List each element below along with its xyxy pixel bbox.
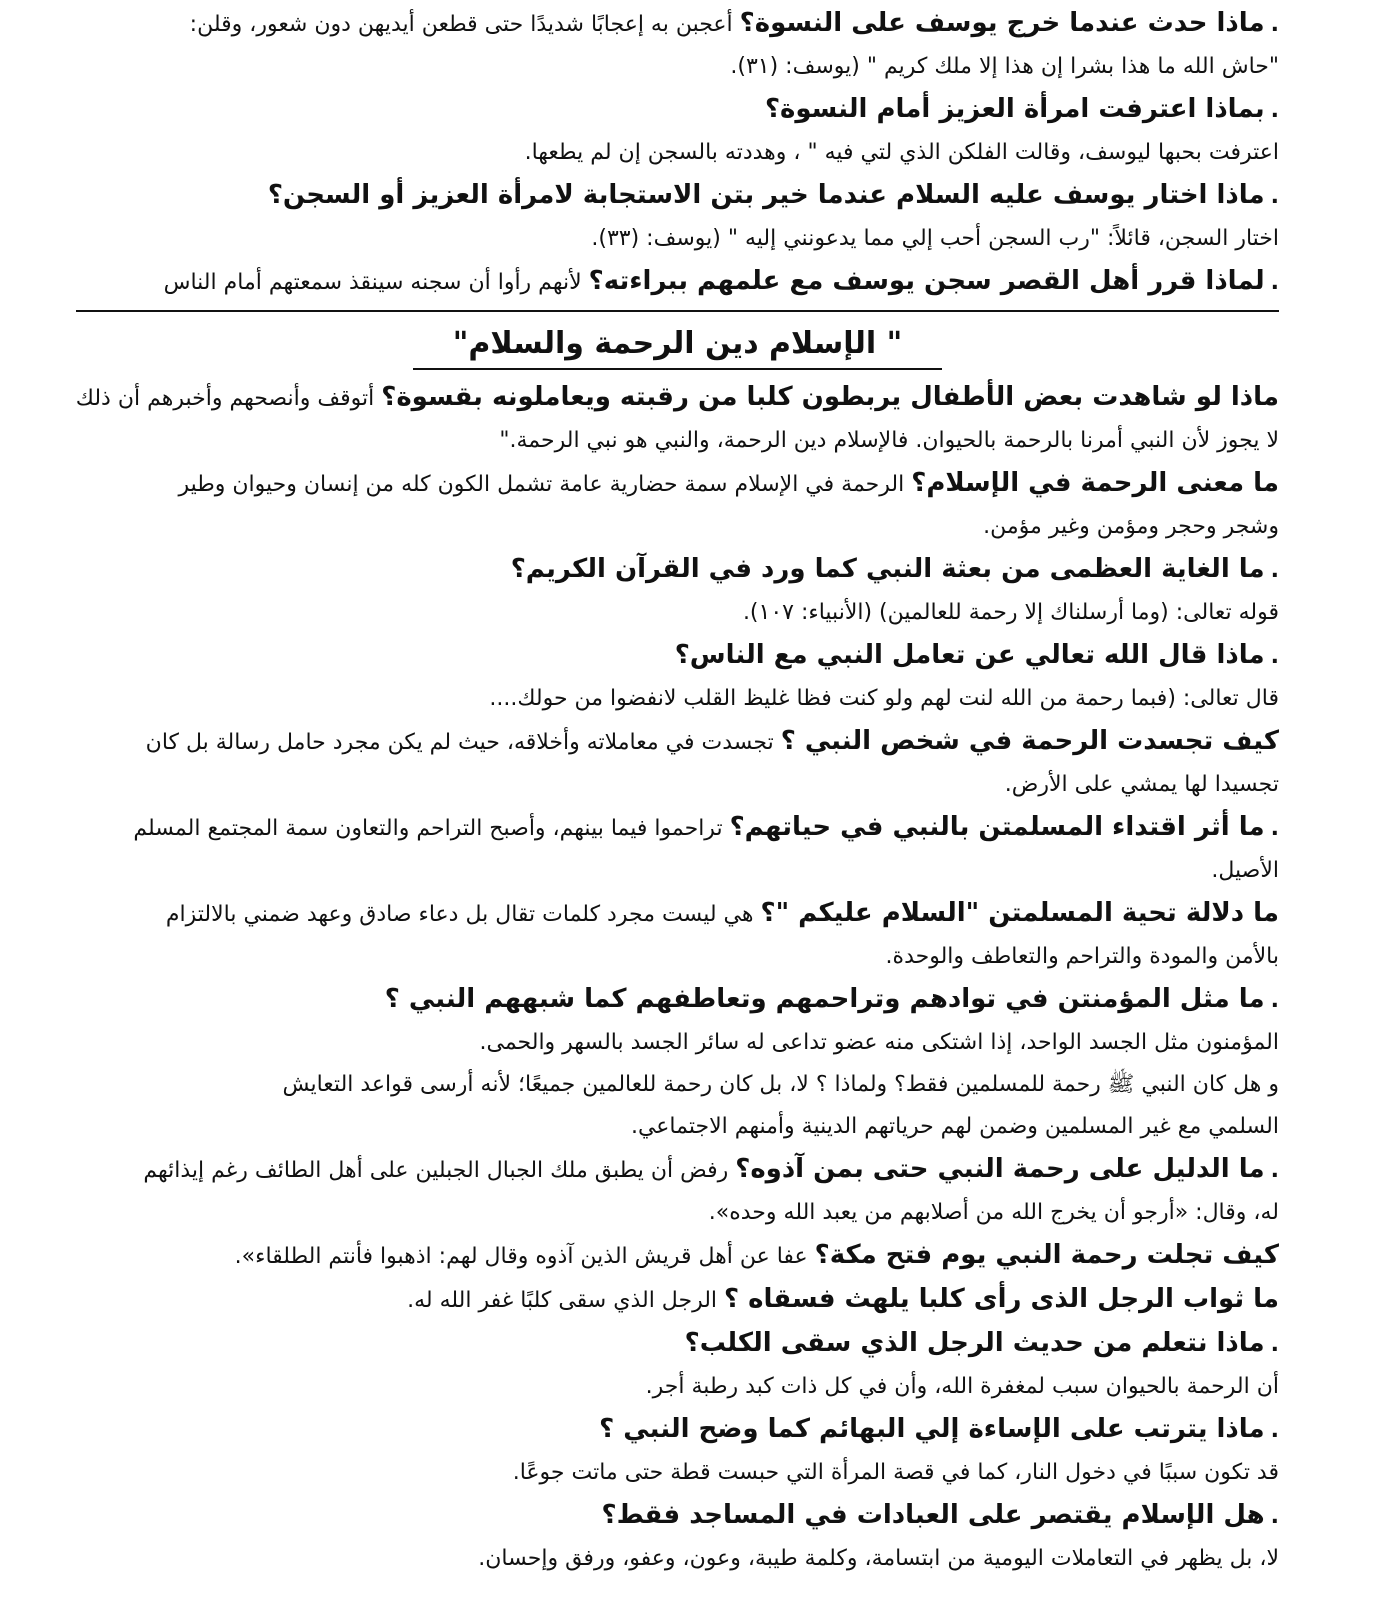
answer-text: الرحمة في الإسلام سمة حضارية عامة تشمل الكون كله من إنسان وحيوان وطير: [178, 472, 905, 497]
question-line: [76, 1148, 1279, 1192]
answer-text: لأنهم رأوا أن سجنه سينقذ سمعتهم أمام الناس: [163, 270, 582, 295]
question-text: ماذا حدث عندما خرج يوسف على النسوة؟: [739, 8, 1265, 38]
answer-text: الرجل الذي سقى كلبًا غفر الله له.: [407, 1288, 718, 1313]
answer-text: اختار السجن، قائلاً: "رب السجن أحب إلي مما يدعونني إليه " (يوسف: (٣٣).: [591, 226, 1279, 251]
answer-text: رفض أن يطبق ملك الجبال الجبلين على أهل الطائف رغم إيذائهم: [143, 1158, 729, 1183]
bullet-dot: .: [1270, 1418, 1279, 1443]
answer-text: قوله تعالى: (وما أرسلناك إلا رحمة للعالمين) (الأنبياء: ١٠٧).: [742, 600, 1279, 625]
answer-line: [76, 1064, 1279, 1106]
answer-text: أن الرحمة بالحيوان سبب لمغفرة الله، وأن في كل ذات كبد رطبة أجر.: [645, 1374, 1279, 1399]
bullet-dot: .: [1270, 98, 1279, 123]
answer-text: هي ليست مجرد كلمات تقال بل دعاء صادق وعهد ضمني بالالتزام: [165, 902, 754, 927]
bullet-dot: .: [1270, 12, 1279, 37]
question-text: ماذا اختار يوسف عليه السلام عندما خير بتن الاستجابة لامرأة العزيز أو السجن؟: [267, 180, 1265, 210]
answer-text: تراحموا فيما بينهم، وأصبح التراحم والتعاون سمة المجتمع المسلم: [133, 816, 723, 841]
answer-line: [76, 1192, 1279, 1234]
section-divider: [76, 310, 1279, 312]
question-line: [76, 1278, 1279, 1322]
answer-line: [76, 1538, 1279, 1580]
answer-line: [76, 850, 1279, 892]
question-line: [76, 806, 1279, 850]
question-line: [76, 892, 1279, 936]
answer-text: و هل كان النبي ﷺ رحمة للمسلمين فقط؟ ولماذا ؟ لا، بل كان رحمة للعالمين جميعًا؛ لأنه أرسى قواعد التعايش: [282, 1072, 1279, 1097]
question-line: [76, 1234, 1279, 1278]
bullet-dot: .: [1270, 1504, 1279, 1529]
answer-text: أتوقف وأنصحهم وأخبرهم أن ذلك: [76, 386, 375, 411]
answer-text: وشجر وحجر ومؤمن وغير مؤمن.: [983, 514, 1279, 539]
question-text: ماذا يترتب على الإساءة إلي البهائم كما وضح النبي ؟: [599, 1414, 1265, 1444]
bullet-dot: .: [1270, 184, 1279, 209]
bullet-dot: .: [1270, 1158, 1279, 1183]
section-title: " الإسلام دين الرحمة والسلام": [413, 322, 942, 370]
question-line: [76, 376, 1279, 420]
answer-line: [76, 592, 1279, 634]
question-text: ما مثل المؤمنتن في توادهم وتراحمهم وتعاطفهم كما شبههم النبي ؟: [384, 984, 1265, 1014]
answer-text: تجسيدا لها يمشي على الأرض.: [1004, 772, 1279, 797]
question-text: ما ثواب الرجل الذى رأى كلبا يلهث فسقاه ؟: [724, 1284, 1279, 1314]
answer-text: لا، بل يظهر في التعاملات اليومية من ابتسامة، وكلمة طيبة، وعون، وعفو، ورفق وإحسان.: [478, 1546, 1279, 1571]
question-text: ماذا لو شاهدت بعض الأطفال يربطون كلبا من رقبته ويعاملونه بقسوة؟: [381, 382, 1279, 412]
question-text: ما الدليل على رحمة النبي حتى بمن آذوه؟: [735, 1154, 1265, 1184]
question-text: ما الغاية العظمى من بعثة النبي كما ورد في القرآن الكريم؟: [510, 554, 1265, 584]
question-line: [76, 88, 1279, 132]
answer-text: قال تعالى: (فبما رحمة من الله لنت لهم ولو كنت فظا غليظ القلب لانفضوا من حولك....: [489, 686, 1279, 711]
bullet-dot: .: [1270, 270, 1279, 295]
answer-line: [76, 678, 1279, 720]
top-qa-section: [76, 2, 1279, 304]
answer-line: [76, 1106, 1279, 1148]
answer-text: له، وقال: «أرجو أن يخرج الله من أصلابهم من يعبد الله وحده».: [708, 1200, 1279, 1225]
bullet-dot: .: [1270, 988, 1279, 1013]
question-text: كيف تجسدت الرحمة في شخص النبي ؟: [780, 726, 1279, 756]
answer-text: اعترفت بحبها ليوسف، وقالت الفلكن الذي لتي فيه " ، وهددته بالسجن إن لم يطعها.: [524, 140, 1279, 165]
answer-line: [76, 1022, 1279, 1064]
answer-text: "حاش الله ما هذا بشرا إن هذا إلا ملك كريم " (يوسف: (٣١).: [730, 54, 1279, 79]
answer-line: [76, 1366, 1279, 1408]
answer-text: بالأمن والمودة والتراحم والتعاطف والوحدة.: [885, 944, 1279, 969]
answer-text: المؤمنون مثل الجسد الواحد، إذا اشتكى منه عضو تداعى له سائر الجسد بالسهر والحمى.: [479, 1030, 1279, 1055]
answer-text: الأصيل.: [1211, 858, 1279, 883]
answer-text: أعجبن به إعجابًا شديدًا حتى قطعن أيديهن دون شعور، وقلن:: [189, 12, 733, 37]
question-text: ماذا قال الله تعالي عن تعامل النبي مع الناس؟: [674, 640, 1265, 670]
question-text: بماذا اعترفت امرأة العزيز أمام النسوة؟: [764, 94, 1265, 124]
question-line: [76, 548, 1279, 592]
question-text: ماذا نتعلم من حديث الرجل الذي سقى الكلب؟: [684, 1328, 1265, 1358]
main-qa-section: [76, 376, 1279, 1580]
answer-line: [76, 46, 1279, 88]
answer-text: لا يجوز لأن النبي أمرنا بالرحمة بالحيوان. فالإسلام دين الرحمة، والنبي هو نبي الرحمة.": [499, 428, 1279, 453]
answer-line: [76, 506, 1279, 548]
answer-text: تجسدت في معاملاته وأخلاقه، حيث لم يكن مجرد حامل رسالة بل كان: [145, 730, 774, 755]
question-text: لماذا قرر أهل القصر سجن يوسف مع علمهم ببراءته؟: [588, 266, 1265, 296]
question-text: كيف تجلت رحمة النبي يوم فتح مكة؟: [814, 1240, 1279, 1270]
question-line: [76, 2, 1279, 46]
question-line: [76, 1322, 1279, 1366]
question-line: [76, 634, 1279, 678]
bullet-dot: .: [1270, 816, 1279, 841]
answer-line: [76, 218, 1279, 260]
question-line: [76, 174, 1279, 218]
question-line: [76, 1408, 1279, 1452]
answer-line: [76, 420, 1279, 462]
bullet-dot: .: [1270, 1332, 1279, 1357]
bullet-dot: .: [1270, 558, 1279, 583]
answer-text: قد تكون سببًا في دخول النار، كما في قصة المرأة التي حبست قطة حتى ماتت جوعًا.: [512, 1460, 1279, 1485]
question-text: ما أثر اقتداء المسلمتن بالنبي في حياتهم؟: [729, 812, 1265, 842]
answer-line: [76, 1452, 1279, 1494]
question-text: ما دلالة تحية المسلمتن "السلام عليكم "؟: [760, 898, 1279, 928]
bullet-dot: .: [1270, 644, 1279, 669]
section-title-wrap: [76, 322, 1279, 370]
question-line: [76, 720, 1279, 764]
question-line: [76, 1494, 1279, 1538]
question-line: [76, 978, 1279, 1022]
answer-line: [76, 764, 1279, 806]
question-line: [76, 462, 1279, 506]
question-text: هل الإسلام يقتصر على العبادات في المساجد فقط؟: [601, 1500, 1265, 1530]
answer-line: [76, 132, 1279, 174]
answer-text: عفا عن أهل قريش الذين آذوه وقال لهم: اذهبوا فأنتم الطلقاء».: [234, 1244, 808, 1269]
question-text: ما معنى الرحمة في الإسلام؟: [911, 468, 1279, 498]
question-line: [76, 260, 1279, 304]
answer-line: [76, 936, 1279, 978]
answer-text: السلمي مع غير المسلمين وضمن لهم حرياتهم الدينية وأمنهم الاجتماعي.: [630, 1114, 1279, 1139]
